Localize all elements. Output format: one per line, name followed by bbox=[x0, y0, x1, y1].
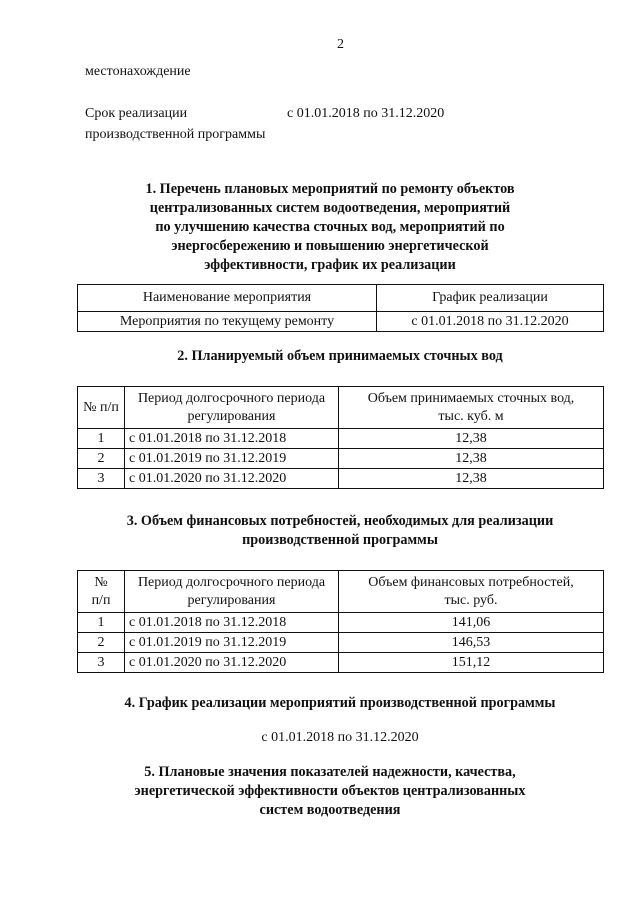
section3-title-line: производственной программы bbox=[242, 532, 438, 548]
table-header bbox=[339, 387, 604, 429]
table-cell: 3 bbox=[78, 469, 125, 489]
table-cell: с 01.01.2018 по 31.12.2018 bbox=[125, 429, 339, 449]
header-line: Объем финансовых потребностей, bbox=[368, 574, 574, 590]
table-cell: 2 bbox=[78, 633, 125, 653]
table-cell: 3 bbox=[78, 653, 125, 673]
table-cell: 12,38 bbox=[339, 469, 604, 489]
table-cell: 1 bbox=[78, 429, 125, 449]
table-cell: с 01.01.2020 по 31.12.2020 bbox=[125, 469, 339, 489]
section4-period: с 01.01.2018 по 31.12.2020 bbox=[261, 730, 419, 745]
period-label-line1: Срок реализации bbox=[85, 106, 188, 121]
section1-title-line: энергосбережению и повышению энергетической bbox=[171, 238, 489, 254]
header-line: п/п bbox=[91, 592, 111, 608]
page-number: 2 bbox=[337, 37, 344, 52]
table-header bbox=[339, 571, 604, 613]
table-cell: 151,12 bbox=[339, 653, 604, 673]
section1-table bbox=[77, 284, 604, 332]
table-header bbox=[125, 571, 339, 613]
section2-title: 2. Планируемый объем принимаемых сточных вод bbox=[177, 348, 503, 364]
table-cell: 1 bbox=[78, 613, 125, 633]
section1-title bbox=[100, 180, 560, 275]
table-cell: Мероприятия по текущему ремонту bbox=[78, 312, 377, 332]
table-cell: 2 bbox=[78, 449, 125, 469]
table-cell: с 01.01.2018 по 31.12.2020 bbox=[377, 312, 604, 332]
section5-title-line: систем водоотведения bbox=[259, 802, 401, 818]
header-line: регулирования bbox=[187, 408, 276, 424]
section1-title-line: эффективности, график их реализации bbox=[204, 257, 456, 273]
header-line: тыс. куб. м bbox=[438, 408, 504, 424]
table-header: № п/п bbox=[78, 387, 125, 429]
table-header bbox=[125, 387, 339, 429]
header-line: № bbox=[94, 574, 108, 590]
section5-title-line: энергетической эффективности объектов централизованных bbox=[134, 783, 526, 799]
header-line: регулирования bbox=[187, 592, 276, 608]
table-cell: с 01.01.2020 по 31.12.2020 bbox=[125, 653, 339, 673]
section1-title-line: централизованных систем водоотведения, мероприятий bbox=[149, 200, 511, 216]
header-line: Объем принимаемых сточных вод, bbox=[367, 390, 575, 406]
section5-title bbox=[80, 763, 580, 820]
period-label-line2: производственной программы bbox=[85, 127, 266, 142]
section1-title-line: 1. Перечень плановых мероприятий по ремонту объектов bbox=[145, 181, 515, 197]
period-value: с 01.01.2018 по 31.12.2020 bbox=[287, 106, 445, 121]
section1-title-line: по улучшению качества сточных вод, мероприятий по bbox=[155, 219, 505, 235]
table-header: Наименование мероприятия bbox=[78, 285, 377, 312]
section5-title-line: 5. Плановые значения показателей надежности, качества, bbox=[144, 764, 516, 780]
table-cell: 12,38 bbox=[339, 449, 604, 469]
section3-title bbox=[80, 512, 600, 550]
table-cell: 12,38 bbox=[339, 429, 604, 449]
header-line: Период долгосрочного периода bbox=[137, 574, 326, 590]
table-cell: с 01.01.2019 по 31.12.2019 bbox=[125, 633, 339, 653]
section4-title: 4. График реализации мероприятий производственной программы bbox=[124, 695, 556, 711]
header-line: тыс. руб. bbox=[444, 592, 498, 608]
table-cell: с 01.01.2019 по 31.12.2019 bbox=[125, 449, 339, 469]
section3-table bbox=[77, 570, 604, 673]
table-header bbox=[78, 571, 125, 613]
section3-title-line: 3. Объем финансовых потребностей, необходимых для реализации bbox=[126, 513, 554, 529]
header-line: Период долгосрочного периода bbox=[137, 390, 326, 406]
table-cell: 141,06 bbox=[339, 613, 604, 633]
section2-table bbox=[77, 386, 604, 489]
table-cell: с 01.01.2018 по 31.12.2018 bbox=[125, 613, 339, 633]
table-header: График реализации bbox=[377, 285, 604, 312]
location-word: местонахождение bbox=[85, 64, 191, 79]
table-cell: 146,53 bbox=[339, 633, 604, 653]
